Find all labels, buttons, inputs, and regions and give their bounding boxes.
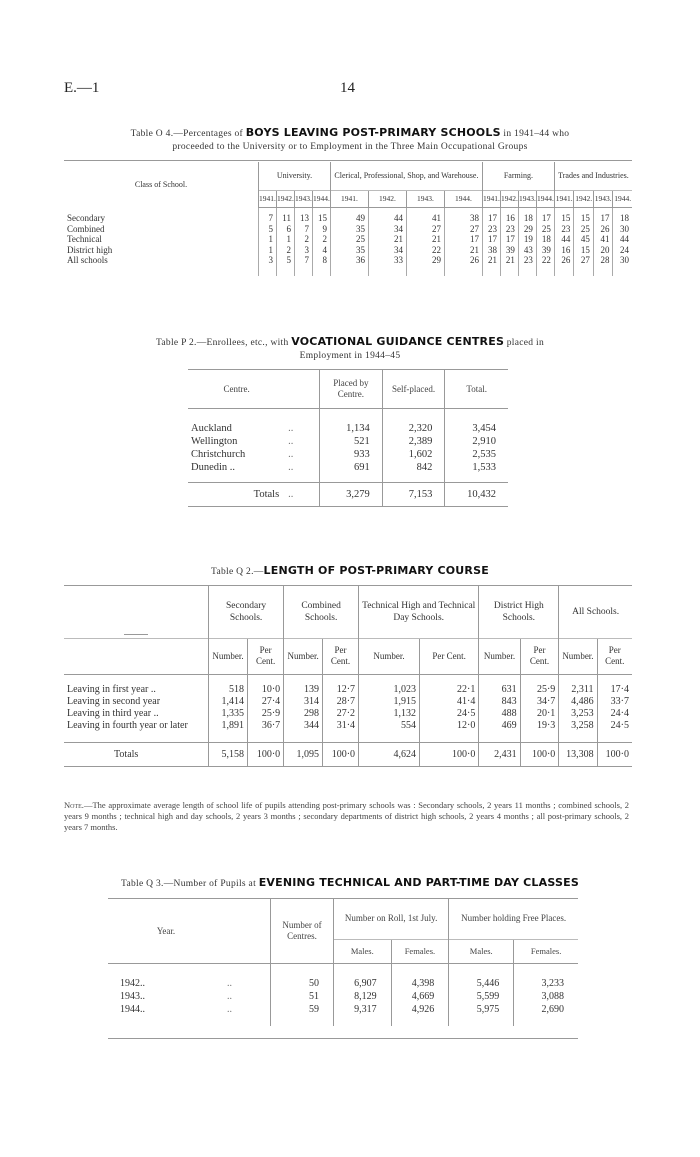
- table-cell: 933: [319, 448, 382, 461]
- table-cell: 5: [259, 224, 277, 235]
- table-o4-year-header: 1941.: [554, 190, 574, 207]
- table-cell: 23: [554, 224, 574, 235]
- table-o4-year-header: 1942.: [368, 190, 406, 207]
- table-cell: 1,023: [359, 684, 420, 696]
- table-o4-group-header: Farming.: [482, 162, 554, 190]
- table-cell: 4,926: [391, 1003, 449, 1016]
- table-q2-subheader-number: Number.: [359, 638, 420, 674]
- totals-cell: 1,095: [284, 742, 323, 766]
- table-cell: 36: [330, 255, 368, 266]
- row-label: Technical: [67, 234, 102, 244]
- table-cell: 7: [294, 224, 312, 235]
- table-cell: 6,907: [334, 977, 392, 990]
- totals-cell: 100·0: [597, 742, 632, 766]
- table-cell: 38: [444, 213, 482, 224]
- table-q2-subheader-number: Number.: [559, 638, 597, 674]
- row-label: 1943..: [120, 991, 145, 1002]
- table-cell: 26: [554, 255, 574, 266]
- table-cell: 521: [319, 435, 382, 448]
- table-cell: 8: [312, 255, 330, 266]
- table-o4-title: [0, 126, 700, 154]
- table-cell: 27: [406, 224, 444, 235]
- table-cell: 24·5: [419, 708, 478, 720]
- row-label: Combined: [67, 223, 105, 234]
- table-cell: 842: [382, 461, 445, 474]
- table-cell: 35: [330, 224, 368, 235]
- table-q3: [108, 899, 578, 1026]
- table-cell: 17: [482, 234, 500, 245]
- totals-cell: 100·0: [323, 742, 359, 766]
- table-cell: 691: [319, 461, 382, 474]
- totals-cell: 4,624: [359, 742, 420, 766]
- table-q2-group-header: All Schools.: [559, 586, 632, 638]
- table-cell: 51: [271, 990, 334, 1003]
- table-cell: 41·4: [419, 696, 478, 708]
- table-cell: 12·7: [323, 684, 359, 696]
- table-cell: 28: [593, 255, 613, 266]
- table-cell: 1: [276, 234, 294, 245]
- table-o4-year-header: 1944.: [536, 190, 554, 207]
- table-cell: 2,311: [559, 684, 597, 696]
- table-cell: 30: [613, 224, 632, 235]
- table-q3-header-year: Year.: [156, 925, 176, 936]
- table-cell: 5,599: [449, 990, 514, 1003]
- table-cell: 27·2: [323, 708, 359, 720]
- table-row: Christchurch .. 933 1,602 2,535: [188, 448, 508, 461]
- table-o4-year-header: 1942.: [276, 190, 294, 207]
- table-cell: 16: [500, 213, 518, 224]
- table-row: [64, 720, 632, 732]
- table-cell: 11: [276, 213, 294, 224]
- table-cell: 9,317: [334, 1003, 392, 1016]
- totals-cell: 13,308: [559, 742, 597, 766]
- table-cell: 17·4: [597, 684, 632, 696]
- table-cell: 45: [574, 234, 594, 245]
- table-cell: 2: [312, 234, 330, 245]
- table-cell: 25·9: [248, 708, 284, 720]
- table-row: [64, 213, 632, 224]
- table-p2-title: [0, 335, 700, 363]
- table-row: 1943.. .. 51 8,129 4,669 5,599 3,088: [108, 990, 578, 1003]
- table-o4-year-header: 1943.: [294, 190, 312, 207]
- table-cell: 1,891: [209, 720, 248, 732]
- table-q3-header-free: Number holding Free Places.: [449, 899, 578, 939]
- row-label: 1942..: [120, 978, 145, 989]
- table-cell: 18: [613, 213, 632, 224]
- table-cell: 1,132: [359, 708, 420, 720]
- table-cell: 25: [574, 224, 594, 235]
- table-cell: 4: [312, 245, 330, 256]
- table-row: [64, 708, 632, 720]
- table-p2-header-centre: Centre.: [223, 383, 250, 394]
- table-o4-year-header: 1942.: [574, 190, 594, 207]
- table-q2-subheader-percent: Per Cent.: [323, 638, 359, 674]
- table-cell: 24·5: [597, 720, 632, 732]
- table-row: Wellington .. 521 2,389 2,910: [188, 435, 508, 448]
- table-cell: 9: [312, 224, 330, 235]
- table-cell: 43: [518, 245, 536, 256]
- table-cell: 4,398: [391, 977, 449, 990]
- table-cell: 15: [312, 213, 330, 224]
- table-cell: 17: [444, 234, 482, 245]
- table-p2-title-line2: Employment in 1944–45: [299, 351, 401, 361]
- table-q2-subheader-number: Number.: [209, 638, 248, 674]
- table-o4-title-line1: Table O 4.—Percentages of BOYS LEAVING POST-PRIMARY SCHOOLS in 1941–44 who: [130, 126, 570, 139]
- table-p2-header-total: Total.: [445, 370, 508, 408]
- table-cell: 1,533: [445, 461, 508, 474]
- table-cell: 21: [482, 255, 500, 266]
- table-cell: 3,258: [559, 720, 597, 732]
- totals-row: [64, 742, 632, 766]
- table-cell: 33·7: [597, 696, 632, 708]
- table-q2-subheader-number: Number.: [284, 638, 323, 674]
- table-o4-year-header: 1944.: [444, 190, 482, 207]
- table-o4-group-header: University.: [259, 162, 331, 190]
- table-q2-subheader-percent: Per Cent.: [520, 638, 559, 674]
- table-cell: 27·4: [248, 696, 284, 708]
- table-cell: 2,690: [514, 1003, 578, 1016]
- table-cell: 843: [479, 696, 520, 708]
- table-cell: 15: [574, 245, 594, 256]
- table-cell: 50: [271, 977, 334, 990]
- table-row: [64, 696, 632, 708]
- table-cell: 35: [330, 245, 368, 256]
- table-q2-subheader-number: Number.: [479, 638, 520, 674]
- table-cell: 29: [406, 255, 444, 266]
- table-cell: 21: [500, 255, 518, 266]
- table-row: [64, 234, 632, 245]
- table-cell: 2: [294, 234, 312, 245]
- row-label: Leaving in fourth year or later: [67, 720, 188, 731]
- table-cell: 298: [284, 708, 323, 720]
- totals-label: Totals: [253, 488, 280, 500]
- table-cell: 7: [294, 255, 312, 266]
- table-cell: 17: [536, 213, 554, 224]
- table-cell: 44: [554, 234, 574, 245]
- table-o4-title-line2: proceeded to the University or to Employment in the Three Main Occupational Groups: [172, 142, 528, 152]
- table-o4-year-header: 1944.: [613, 190, 632, 207]
- table-o4-year-header: 1942.: [500, 190, 518, 207]
- table-cell: 7: [259, 213, 277, 224]
- table-cell: 16: [554, 245, 574, 256]
- table-cell: 631: [479, 684, 520, 696]
- document-code: E.—1: [64, 80, 100, 96]
- table-q2-group-header: Secondary Schools.: [209, 586, 284, 638]
- table-cell: 44: [613, 234, 632, 245]
- table-cell: 2: [276, 245, 294, 256]
- totals-label: Totals: [114, 748, 139, 760]
- row-label: Leaving in second year: [67, 696, 161, 707]
- table-cell: 3,088: [514, 990, 578, 1003]
- table-cell: 1,915: [359, 696, 420, 708]
- table-q2-group-header: District High Schools.: [479, 586, 559, 638]
- table-cell: 26: [593, 224, 613, 235]
- table-cell: 17: [482, 213, 500, 224]
- table-o4-year-header: 1941.: [330, 190, 368, 207]
- table-cell: 1,414: [209, 696, 248, 708]
- table-cell: 488: [479, 708, 520, 720]
- table-cell: 17: [500, 234, 518, 245]
- table-cell: 18: [518, 213, 536, 224]
- table-p2-header-self: Self-placed.: [382, 370, 445, 408]
- table-o4-year-header: 1941.: [482, 190, 500, 207]
- totals-cell: 100·0: [419, 742, 478, 766]
- table-cell: 24·4: [597, 708, 632, 720]
- table-row: [64, 255, 632, 266]
- table-o4-group-header: Clerical, Professional, Shop, and Warehouse.: [330, 162, 482, 190]
- table-p2-title-line1: Table P 2.—Enrollees, etc., with VOCATIONAL GUIDANCE CENTRES placed in: [155, 335, 545, 348]
- table-cell: 33: [368, 255, 406, 266]
- table-cell: 21: [368, 234, 406, 245]
- totals-cell: 2,431: [479, 742, 520, 766]
- table-q2-subheader-percent: Per Cent.: [248, 638, 284, 674]
- table-q3-bottom-rule: [108, 1038, 578, 1039]
- table-cell: 22: [406, 245, 444, 256]
- table-q3-header-free-females: Females.: [514, 939, 578, 963]
- table-cell: 25·9: [520, 684, 559, 696]
- row-label: Christchurch: [191, 449, 246, 460]
- row-label: Auckland: [191, 423, 232, 434]
- table-o4-group-header: Trades and Industries.: [554, 162, 632, 190]
- table-cell: 30: [613, 255, 632, 266]
- table-cell: 34: [368, 224, 406, 235]
- totals-cell: 5,158: [209, 742, 248, 766]
- table-cell: 26: [444, 255, 482, 266]
- table-cell: 8,129: [334, 990, 392, 1003]
- table-cell: 344: [284, 720, 323, 732]
- table-cell: 6: [276, 224, 294, 235]
- table-cell: 31·4: [323, 720, 359, 732]
- table-cell: 3,233: [514, 977, 578, 990]
- table-q2-subheader-percent: Per Cent.: [597, 638, 632, 674]
- table-cell: 2,389: [382, 435, 445, 448]
- table-cell: 22: [536, 255, 554, 266]
- row-label: Leaving in third year ..: [67, 708, 159, 719]
- table-cell: 15: [574, 213, 594, 224]
- totals-cell: 100·0: [520, 742, 559, 766]
- table-cell: 20·1: [520, 708, 559, 720]
- table-o4-year-header: 1944.: [312, 190, 330, 207]
- table-cell: 41: [593, 234, 613, 245]
- table-q3-title: Table Q 3.—Number of Pupils at EVENING TECHNICAL AND PART-TIME DAY CLASSES: [121, 876, 579, 889]
- table-cell: 23: [500, 224, 518, 235]
- table-cell: 3: [259, 255, 277, 266]
- table-cell: 22·1: [419, 684, 478, 696]
- table-cell: 59: [271, 1003, 334, 1016]
- row-label: Leaving in first year ..: [67, 684, 156, 695]
- table-cell: 25: [536, 224, 554, 235]
- table-cell: 2,910: [445, 435, 508, 448]
- table-row: Dunedin .. .. 691 842 1,533: [188, 461, 508, 474]
- table-cell: 18: [536, 234, 554, 245]
- table-cell: 518: [209, 684, 248, 696]
- row-label: All schools: [67, 255, 108, 265]
- table-cell: 554: [359, 720, 420, 732]
- table-cell: 10·0: [248, 684, 284, 696]
- table-cell: 1,134: [319, 422, 382, 435]
- table-cell: 1,335: [209, 708, 248, 720]
- page-number: 14: [340, 80, 355, 96]
- table-cell: 3,253: [559, 708, 597, 720]
- table-o4-year-header: 1943.: [593, 190, 613, 207]
- table-cell: 3: [294, 245, 312, 256]
- table-cell: 139: [284, 684, 323, 696]
- table-o4-top-rule: [64, 160, 632, 161]
- totals-cell: 3,279: [319, 482, 382, 506]
- table-cell: 1: [259, 234, 277, 245]
- table-cell: 15: [554, 213, 574, 224]
- table-cell: 21: [406, 234, 444, 245]
- table-cell: 28·7: [323, 696, 359, 708]
- table-row: [64, 684, 632, 696]
- table-cell: 3,454: [445, 422, 508, 435]
- row-label: District high: [67, 244, 113, 255]
- table-cell: 41: [406, 213, 444, 224]
- table-o4-year-header: 1943.: [518, 190, 536, 207]
- table-cell: 5,975: [449, 1003, 514, 1016]
- table-cell: 12·0: [419, 720, 478, 732]
- table-cell: 44: [368, 213, 406, 224]
- table-cell: 1: [259, 245, 277, 256]
- table-cell: 314: [284, 696, 323, 708]
- table-cell: 17: [593, 213, 613, 224]
- row-label: Dunedin ..: [191, 462, 236, 473]
- table-cell: 23: [518, 255, 536, 266]
- table-cell: 23: [482, 224, 500, 235]
- totals-row: Totals .. 3,279 7,153 10,432: [188, 482, 508, 506]
- table-o4-stub-header: Class of School.: [134, 179, 188, 189]
- table-q2-subheader-percent: Per Cent.: [419, 638, 478, 674]
- table-cell: 4,669: [391, 990, 449, 1003]
- table-cell: 19·3: [520, 720, 559, 732]
- table-q2-title: Table Q 2.—LENGTH OF POST-PRIMARY COURSE: [211, 564, 489, 577]
- table-cell: 34: [368, 245, 406, 256]
- table-cell: 39: [500, 245, 518, 256]
- table-q3-header-roll-females: Females.: [391, 939, 449, 963]
- table-q3-header-free-males: Males.: [449, 939, 514, 963]
- table-q3-header-centres: Number of Centres.: [271, 899, 334, 963]
- table-cell: 24: [613, 245, 632, 256]
- row-label: 1944..: [120, 1004, 145, 1015]
- table-q2: [64, 586, 632, 767]
- table-o4: [64, 162, 632, 276]
- table-cell: 4,486: [559, 696, 597, 708]
- row-label: Wellington: [191, 436, 238, 447]
- table-cell: 29: [518, 224, 536, 235]
- table-cell: 49: [330, 213, 368, 224]
- table-cell: 27: [444, 224, 482, 235]
- table-p2: [188, 370, 508, 507]
- table-o4-year-header: 1943.: [406, 190, 444, 207]
- table-cell: 19: [518, 234, 536, 245]
- table-o4-year-header: 1941.: [259, 190, 277, 207]
- totals-cell: 7,153: [382, 482, 445, 506]
- row-label: Secondary: [67, 213, 105, 223]
- table-row: 1944.. .. 59 9,317 4,926 5,975 2,690: [108, 1003, 578, 1016]
- table-cell: 2,535: [445, 448, 508, 461]
- table-cell: 36·7: [248, 720, 284, 732]
- totals-cell: 10,432: [445, 482, 508, 506]
- table-cell: 1,602: [382, 448, 445, 461]
- table-cell: 21: [444, 245, 482, 256]
- table-q2-group-header: Technical High and Technical Day Schools.: [359, 586, 479, 638]
- table-p2-header-placed: Placed by Centre.: [319, 370, 382, 408]
- totals-cell: 100·0: [248, 742, 284, 766]
- table-cell: 27: [574, 255, 594, 266]
- table-cell: 2,320: [382, 422, 445, 435]
- table-cell: 20: [593, 245, 613, 256]
- table-cell: 5,446: [449, 977, 514, 990]
- table-row: 1942.. .. 50 6,907 4,398 5,446 3,233: [108, 977, 578, 990]
- table-q3-header-roll: Number on Roll, 1st July.: [334, 899, 449, 939]
- table-row: Auckland .. 1,134 2,320 3,454: [188, 422, 508, 435]
- table-cell: 25: [330, 234, 368, 245]
- table-cell: 38: [482, 245, 500, 256]
- table-row: [64, 245, 632, 256]
- table-cell: 13: [294, 213, 312, 224]
- table-cell: 5: [276, 255, 294, 266]
- table-cell: 469: [479, 720, 520, 732]
- table-cell: 39: [536, 245, 554, 256]
- table-q2-group-header: Combined Schools.: [284, 586, 359, 638]
- table-row: [64, 224, 632, 235]
- table-q2-note: Note.—The approximate average length of school life of pupils attending post-primary schools was : Secondary schools, 2 years 11 months ; combined schools, 2 years 9 months ; technical high and day schools, 2 years 3 months ; secondary departments of district high schools, 2 years 4 months ; all post-primary schools, 2 years 7 months.: [64, 800, 629, 832]
- table-q3-header-roll-males: Males.: [334, 939, 392, 963]
- table-cell: 34·7: [520, 696, 559, 708]
